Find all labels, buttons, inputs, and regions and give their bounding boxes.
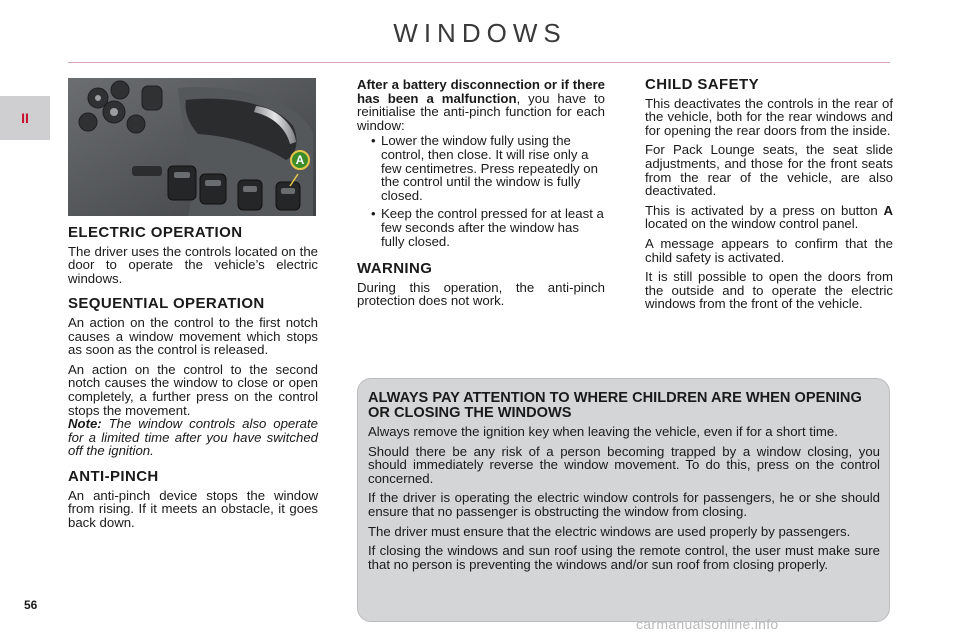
attention-para-5: If closing the windows and sun roof using the remote control, the user must make sure that no person is preventing the windows and/or sun roof from closing properly. xyxy=(368,543,880,572)
para-3-pre: This is activated by a press on button xyxy=(645,202,884,218)
child-safety-para-3 xyxy=(645,204,893,231)
middle-column xyxy=(357,78,605,314)
list-item: • Lower the window fully using the control, then close. It will rise only a few centimetres. Press repeatedly on the control until the window is fully closed. xyxy=(371,134,605,202)
child-safety-heading: CHILD SAFETY xyxy=(645,76,759,93)
door-controls-photo xyxy=(68,78,316,216)
reinitialise-steps xyxy=(371,134,605,248)
reinitialise-intro xyxy=(357,78,605,132)
button-a-ref: A xyxy=(883,202,893,218)
child-safety-para-4: A message appears to confirm that the child safety is activated. xyxy=(645,235,893,265)
reinitialise-text: , you have to reinitialise the anti-pinch function for each window: xyxy=(357,90,606,133)
page-number: 56 xyxy=(24,598,38,612)
sequential-operation-para-2: An action on the control to the second notch causes the window to close or open completely, a further press on the control stops the movement. xyxy=(68,361,318,418)
attention-para-3: If the driver is operating the electric window controls for passengers, he or she should ensure that no passenger is obstructing the window from closing. xyxy=(368,490,880,519)
sequential-operation-para-1: An action on the control to the first notch causes a window movement which stops as soon as the control is released. xyxy=(68,314,318,358)
reinitialise-lead: After a battery disconnection or if there has been a malfunction xyxy=(357,77,605,106)
anti-pinch-heading: ANTI-PINCH xyxy=(68,467,159,485)
callout-a-label: A xyxy=(295,153,305,167)
warning-heading: WARNING xyxy=(357,260,433,278)
electric-operation-heading: ELECTRIC OPERATION xyxy=(68,224,243,241)
attention-box xyxy=(357,378,890,622)
sequential-operation-note xyxy=(68,417,318,458)
note-label: Note: xyxy=(68,416,102,432)
note-text: The window controls also operate for a limited time after you have switched off the ignition. xyxy=(68,416,318,459)
child-safety-para-1: This deactivates the controls in the rear of the vehicle, both for the rear windows and for opening the rear doors from the inside. xyxy=(645,95,893,138)
electric-operation-text: The driver uses the controls located on the door to operate the vehicle’s electric windows. xyxy=(68,243,318,286)
left-column xyxy=(68,222,318,535)
chapter-tab-label: II xyxy=(21,110,29,126)
attention-heading: ALWAYS PAY ATTENTION TO WHERE CHILDREN ARE WHEN OPENING OR CLOSING THE WINDOWS xyxy=(368,390,862,421)
attention-para-1: Always remove the ignition key when leaving the vehicle, even if for a short time. xyxy=(368,424,838,439)
chapter-tab[interactable] xyxy=(0,96,50,140)
attention-para-4: The driver must ensure that the electric windows are used properly by passengers. xyxy=(368,523,851,539)
sequential-operation-heading: SEQUENTIAL OPERATION xyxy=(68,295,265,313)
title-divider xyxy=(68,62,890,63)
page-title: WINDOWS xyxy=(393,18,567,48)
list-item: • Keep the control pressed for at least a few seconds after the window has fully closed. xyxy=(371,207,605,248)
para-3-post: located on the window control panel. xyxy=(645,216,859,232)
callout-a-marker xyxy=(290,150,310,170)
right-column xyxy=(645,78,893,317)
watermark: carmanualsonline.info xyxy=(636,616,779,632)
anti-pinch-text: An anti-pinch device stops the window from rising. If it meets an obstacle, it goes back down. xyxy=(68,487,318,530)
child-safety-para-5: It is still possible to open the doors from the outside and to operate the electric windows from the front of the vehicle. xyxy=(645,269,893,312)
attention-para-2: Should there be any risk of a person becoming trapped by a window closing, you should immediately reverse the window movement. To do this, press on the control concerned. xyxy=(368,443,880,486)
warning-text: During this operation, the anti-pinch protection does not work. xyxy=(357,279,605,309)
child-safety-para-2: For Pack Lounge seats, the seat slide adjustments, and those for the front seats from the rear of the vehicle, are also deactivated. xyxy=(645,142,893,199)
